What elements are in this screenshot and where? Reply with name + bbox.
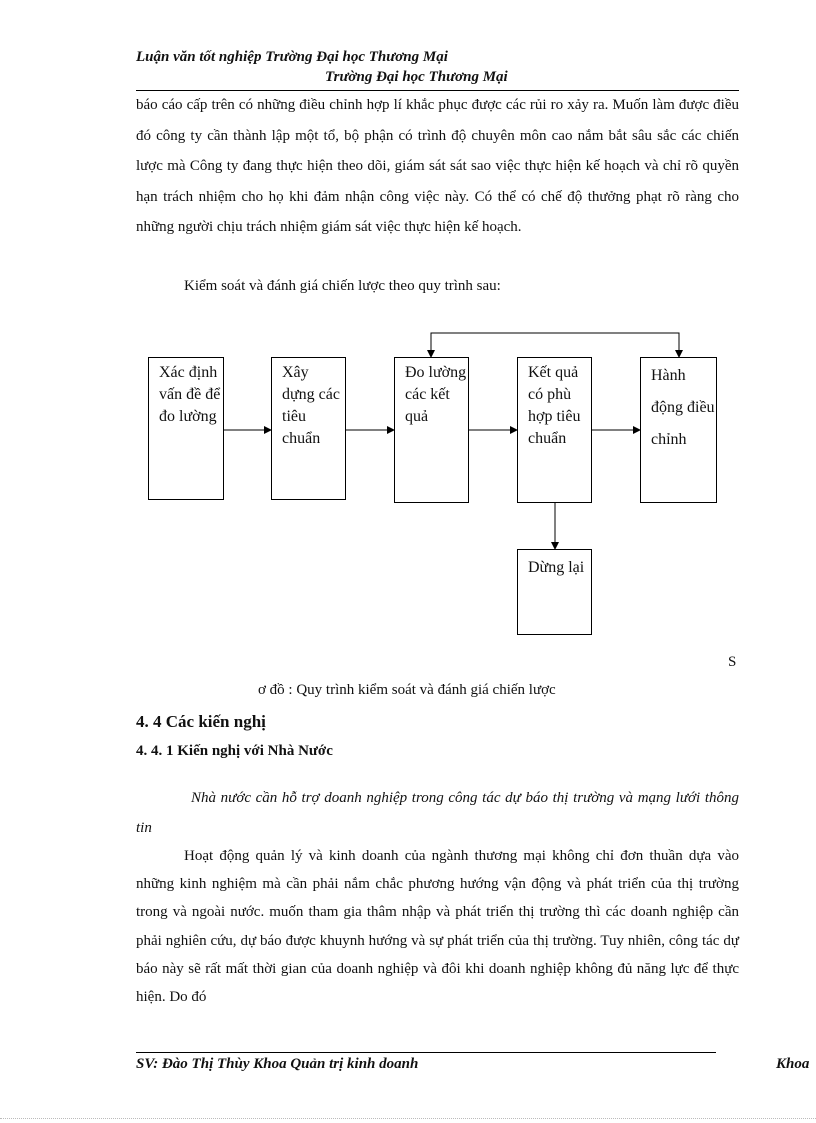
footer-right: Khoa [776, 1056, 810, 1072]
section-paragraph: Hoạt động quản lý và kinh doanh của ngành thương mại không chỉ đơn thuần dựa vào những kinh nghiệm mà cần phải nắm chắc phương hướng vận động và phát triển của thị trường trong và ngoài nước. muốn tham gia thâm nhập và phát triển thị trường thì các doanh nghiệp cần phải nghiên cứu, dự báo được khuynh hướng và sự phát triển của thị trường. Tuy nhiên, công tác dự báo này sẽ rất mất thời gian của doanh nghiệp và đôi khi doanh nghiệp không đủ năng lực để thực hiện. Do đó [136, 848, 739, 1006]
header-line-1: Luận văn tốt nghiệp Trường Đại học Thương Mại [136, 49, 448, 65]
section-heading: 4. 4 Các kiến nghị [136, 712, 266, 731]
footer-left: SV: Đào Thị Thùy Khoa Quản trị kinh doanh [136, 1056, 419, 1072]
section-subheading: 4. 4. 1 Kiến nghị với Nhà Nước [136, 743, 333, 759]
box-build-standards: Xây dựng các tiêu chuẩn [271, 357, 346, 500]
box-check-standards: Kết quả có phù hợp tiêu chuẩn [517, 357, 592, 503]
footer-rule [136, 1052, 716, 1053]
page-bottom-dotted-line [0, 1118, 816, 1119]
diagram-caption: ơ đồ : Quy trình kiểm soát và đánh giá chiến lược [258, 682, 556, 698]
header-line-2: Trường Đại học Thương Mại [325, 69, 508, 85]
italic-statement: Nhà nước cần hỗ trợ doanh nghiệp trong công tác dự báo thị trường và mạng lưới thông tin [136, 790, 739, 836]
stray-character: S [728, 654, 737, 670]
box-identify-issue: Xác định vấn đề để đo lường [148, 357, 224, 500]
feedback-loop [431, 333, 679, 357]
body-paragraph-1: báo cáo cấp trên có những điều chỉnh hợp lí khắc phục được các rủi ro xảy ra. Muốn làm được điều đó công ty cần thành lập một tổ, bộ phận có trình độ chuyên môn cao nắm bắt sâu sắc các chiến lược mà Công ty đang thực hiện theo dõi, giám sát sát sao việc thực hiện kế hoạch và chỉ rõ quyền hạn trách nhiệm cho họ khi đảm nhận công việc này. Có thể có chế độ thưởng phạt rõ ràng cho những người chịu trách nhiệm giám sát việc thực hiện kế hoạch. [136, 97, 739, 235]
box-corrective-action: Hành động điều chỉnh [640, 357, 717, 503]
box-stop: Dừng lại [517, 549, 592, 635]
box-measure-results: Đo lường các kết quả [394, 357, 469, 503]
body-paragraph-2: Kiểm soát và đánh giá chiến lược theo quy trình sau: [184, 278, 501, 294]
